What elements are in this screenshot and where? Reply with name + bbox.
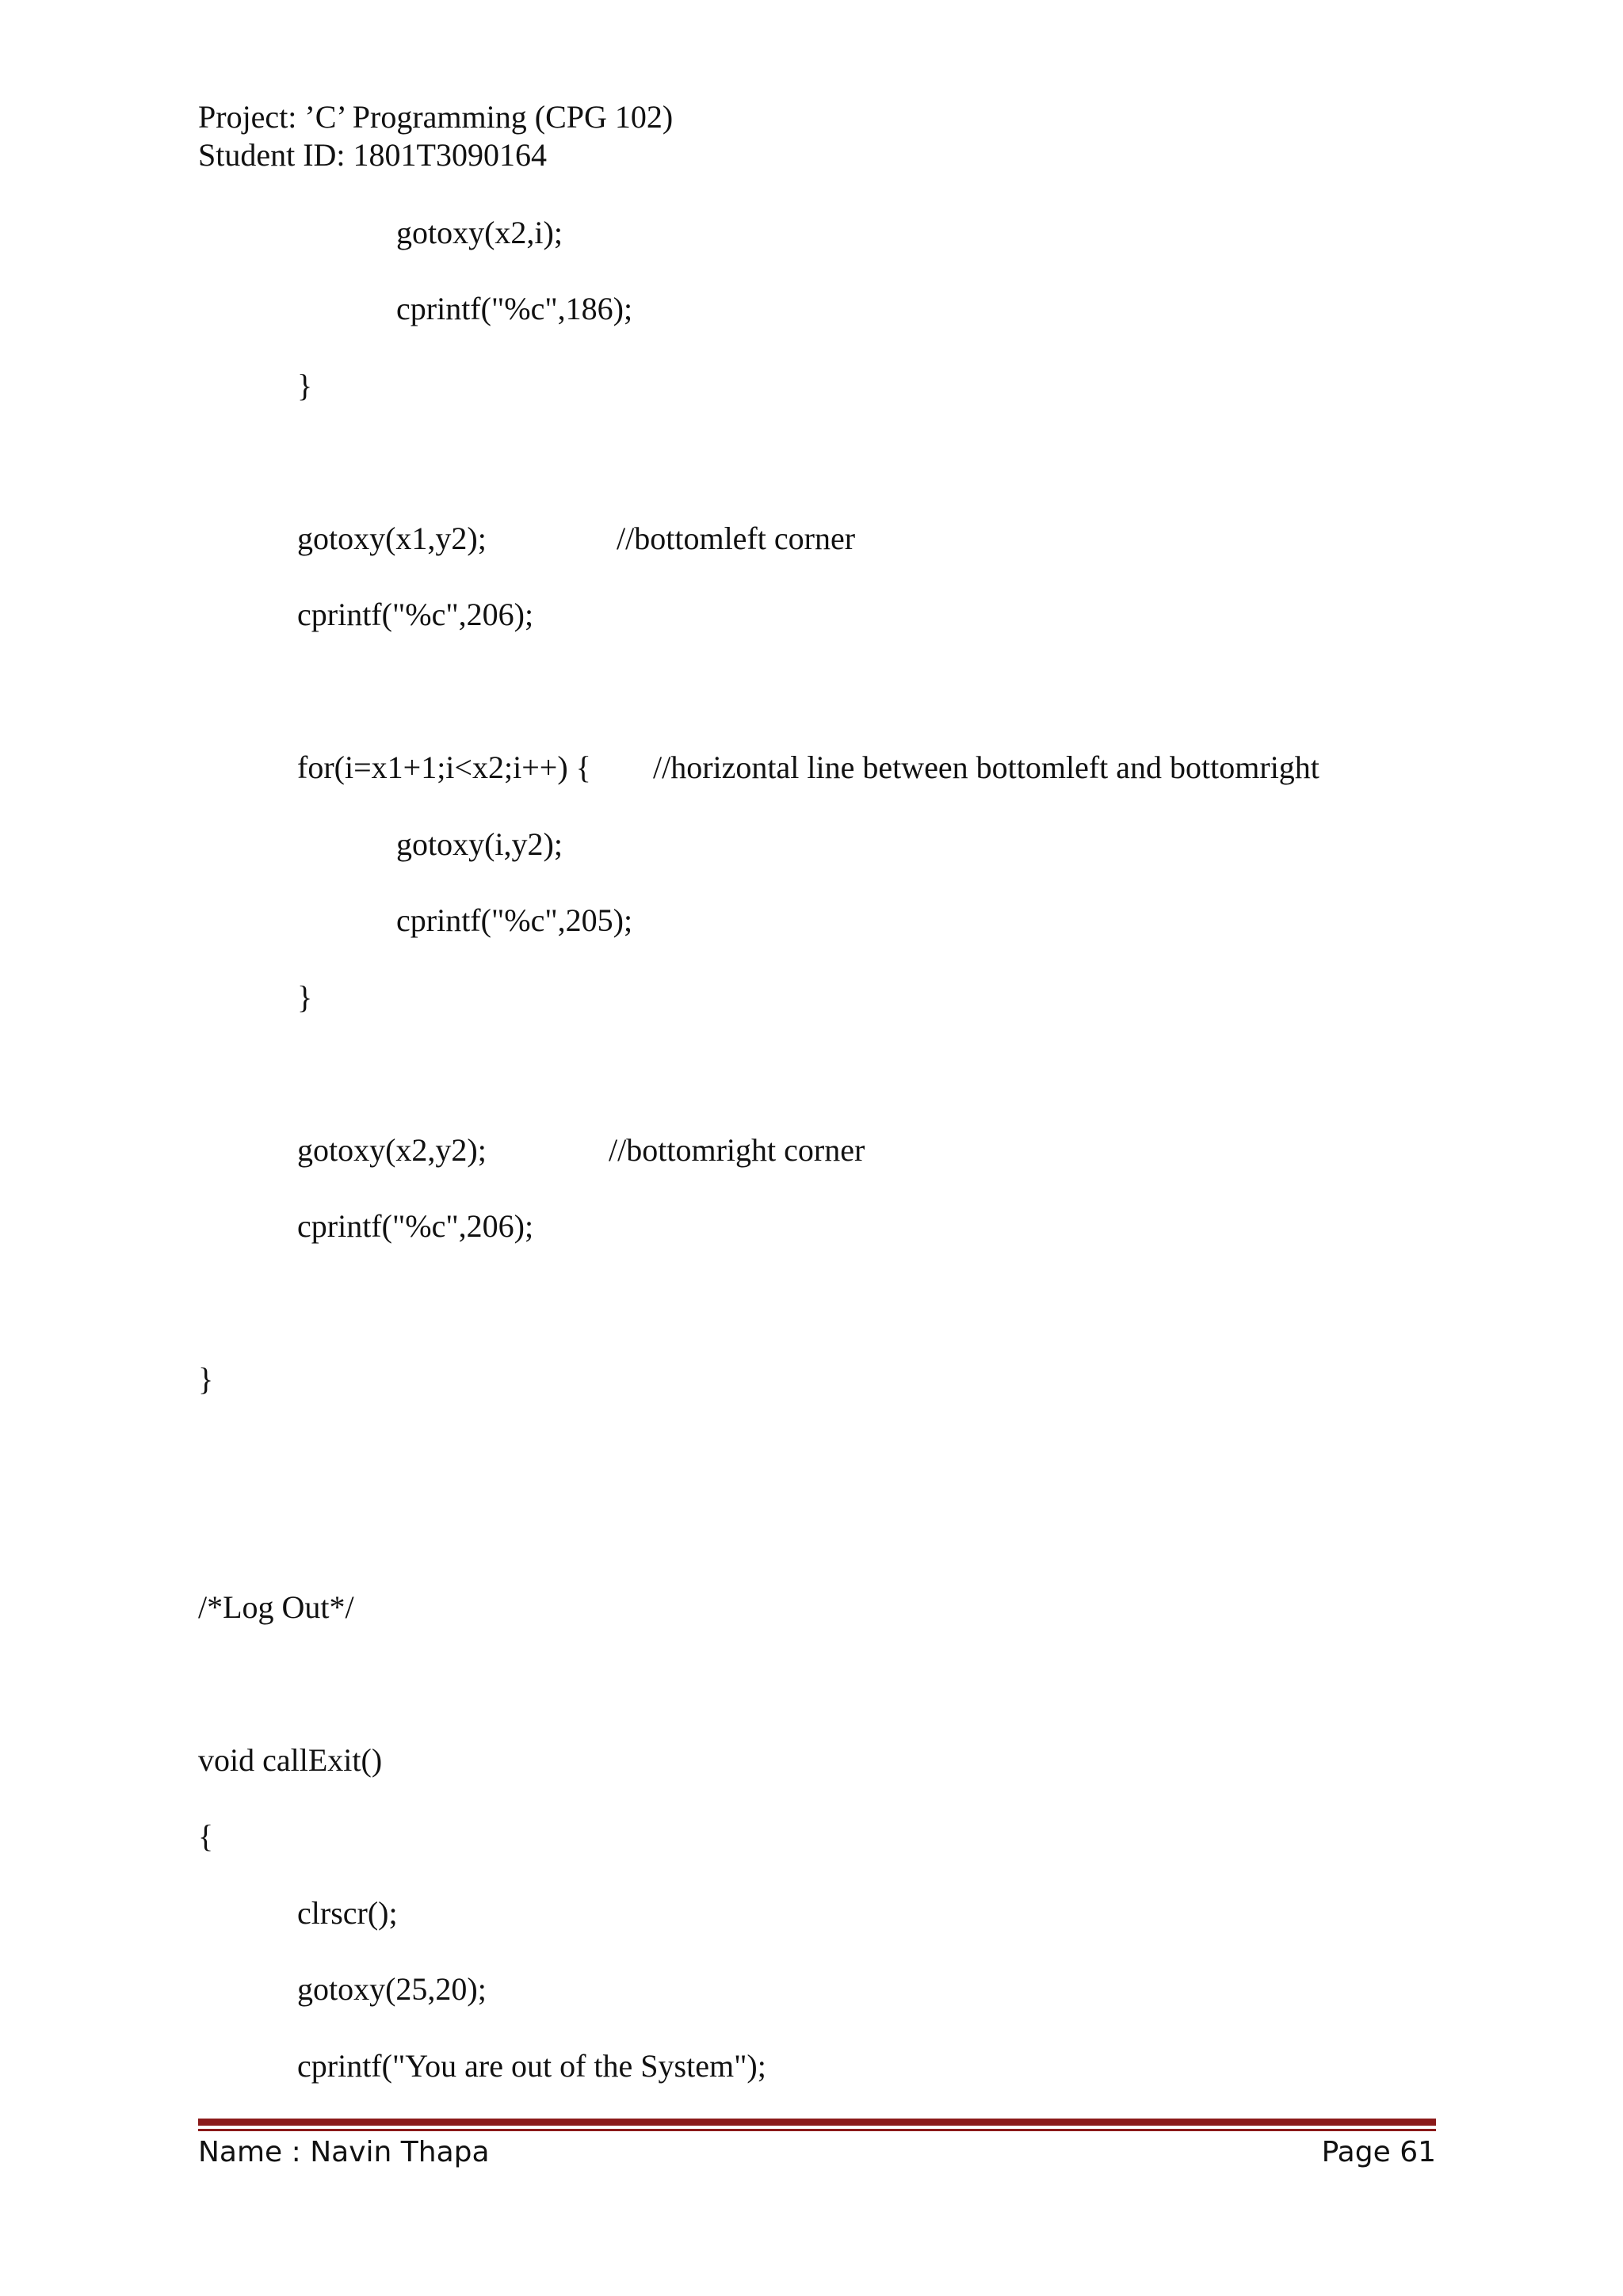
code-line: gotoxy(25,20);: [297, 1971, 487, 2007]
student-id: Student ID: 1801T3090164: [198, 137, 547, 173]
code-line: cprintf("%c",186);: [396, 291, 633, 326]
code-line: cprintf("%c",206);: [297, 1208, 534, 1244]
code-line: for(i=x1+1;i<x2;i++) {: [297, 749, 591, 785]
code-line: cprintf("You are out of the System");: [297, 2048, 766, 2084]
code-line: }: [297, 979, 313, 1015]
code-line: gotoxy(x1,y2);: [297, 521, 487, 556]
code-line: gotoxy(i,y2);: [396, 826, 563, 862]
code-comment: //bottomright corner: [609, 1132, 865, 1168]
footer-page-number: Page 61: [1321, 2136, 1436, 2168]
code-line: gotoxy(x2,y2);: [297, 1132, 487, 1168]
code-line: }: [297, 368, 313, 403]
code-line: gotoxy(x2,i);: [396, 215, 563, 250]
code-line: }: [198, 1361, 214, 1397]
code-line: cprintf("%c",205);: [396, 902, 633, 938]
code-line: {: [198, 1818, 214, 1854]
code-line: void callExit(): [198, 1742, 383, 1778]
code-line: clrscr();: [297, 1895, 398, 1931]
code-comment: //bottomleft corner: [617, 521, 856, 556]
footer-rule-thin: [198, 2129, 1436, 2131]
code-line: cprintf("%c",206);: [297, 597, 534, 632]
footer-name: Name : Navin Thapa: [198, 2136, 490, 2168]
code-comment: //horizontal line between bottomleft and bottomright: [653, 749, 1319, 785]
project-title: Project: ’C’ Programming (CPG 102): [198, 99, 674, 135]
footer-rule: [198, 2119, 1436, 2126]
section-comment: /*Log Out*/: [198, 1589, 354, 1625]
